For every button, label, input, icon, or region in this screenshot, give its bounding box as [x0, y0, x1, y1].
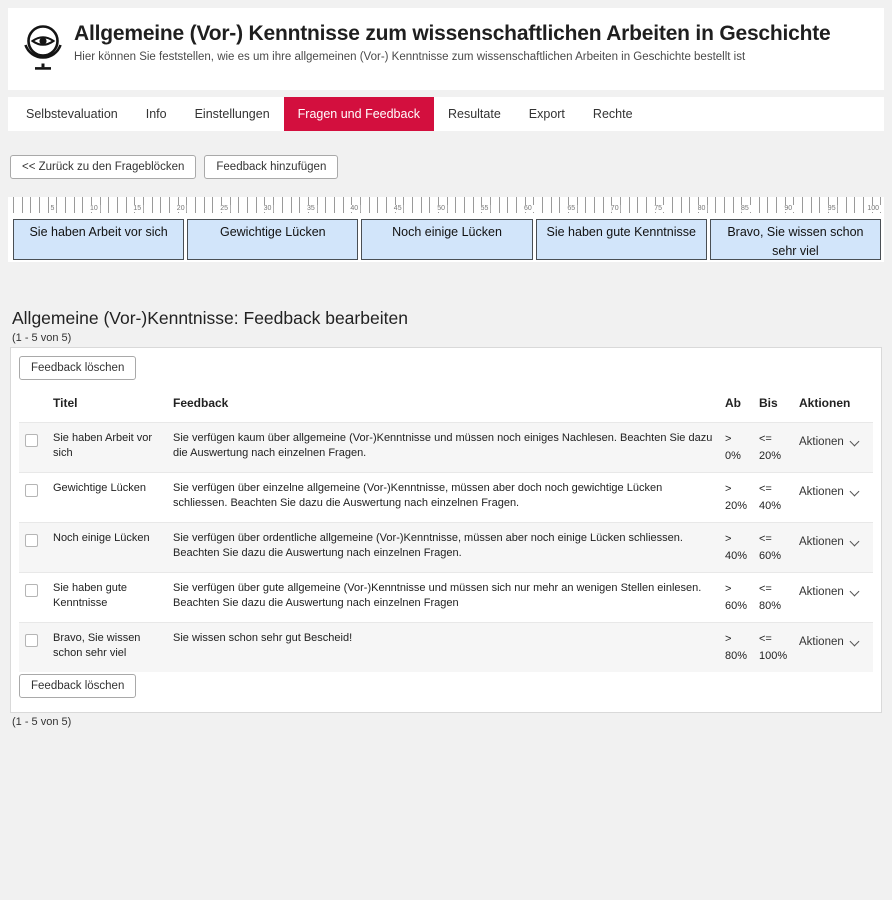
- tab-rechte[interactable]: Rechte: [592, 107, 633, 121]
- row-checkbox[interactable]: [25, 634, 38, 647]
- ruler-tick: [318, 197, 327, 213]
- ruler-label: 15: [133, 205, 142, 212]
- row-checkbox[interactable]: [25, 534, 38, 547]
- ruler-tick: [664, 197, 673, 213]
- tab-fragen-und-feedback[interactable]: Fragen und Feedback: [284, 97, 434, 131]
- ruler-label: 40: [350, 205, 359, 212]
- ruler-tick: [552, 197, 561, 213]
- feedback-table: [19, 386, 873, 672]
- chevron-down-icon: [849, 586, 859, 596]
- aktionen-cell: [795, 423, 873, 473]
- tab-resultate[interactable]: Resultate: [447, 107, 501, 121]
- ruler-tick: [725, 197, 734, 213]
- ab-cell: > 40%: [725, 533, 748, 562]
- feedback-row: [19, 623, 873, 673]
- tab-selbstevaluation[interactable]: Selbstevaluation: [26, 107, 118, 121]
- titel-cell: Sie haben gute Kenntnisse: [53, 582, 128, 609]
- feedback-table-card: [10, 347, 882, 713]
- titel-cell: Bravo, Sie wissen schon sehr viel: [53, 632, 141, 659]
- ruler-tick: [326, 197, 335, 213]
- ruler-tick: [760, 197, 769, 213]
- feedback-table-body: [19, 423, 873, 673]
- ruler-tick: [508, 197, 517, 213]
- aktionen-cell: [795, 573, 873, 623]
- feedback-zone-sie-haben-arbeit-vor-sich: Sie haben Arbeit vor sich: [13, 219, 184, 260]
- ruler-tick: [543, 197, 552, 213]
- ruler-label: 90: [784, 205, 793, 212]
- feedback-row: [19, 423, 873, 473]
- ab-cell: > 0%: [725, 433, 741, 462]
- ruler-tick: [803, 197, 812, 213]
- col-header-checkbox: [19, 386, 49, 423]
- ruler-tick: [751, 197, 760, 213]
- ruler-tick: [274, 197, 283, 213]
- aktionen-dropdown[interactable]: Aktionen: [799, 485, 858, 501]
- feedback-row: [19, 473, 873, 523]
- ruler-tick: [144, 197, 153, 213]
- ruler-tick: [75, 197, 84, 213]
- page-subtitle: Hier können Sie feststellen, wie es um ihre allgemeinen (Vor-) Kenntnisse zum wissenschaftlichen Arbeiten in Geschichte bestellt ist: [74, 51, 746, 64]
- ruler-tick: [500, 197, 509, 213]
- ruler-tick: [586, 197, 595, 213]
- ruler-tick: [491, 197, 500, 213]
- feedback-zone-sie-haben-gute-kenntnisse: Sie haben gute Kenntnisse: [536, 219, 707, 260]
- col-header-bis: Bis: [759, 396, 778, 410]
- ruler-tick: [465, 197, 474, 213]
- ab-cell: > 20%: [725, 483, 748, 512]
- page-header: [8, 8, 884, 90]
- ab-cell: > 80%: [725, 633, 748, 662]
- ruler-tick: [205, 197, 214, 213]
- ruler-tick: [13, 197, 23, 213]
- ruler-tick: [187, 197, 196, 213]
- row-checkbox[interactable]: [25, 584, 38, 597]
- ruler-tick: [716, 197, 725, 213]
- aktionen-dropdown[interactable]: Aktionen: [799, 435, 858, 451]
- ruler-tick: [283, 197, 292, 213]
- col-header-feedback: Feedback: [173, 396, 229, 410]
- ruler-tick: [682, 197, 691, 213]
- ruler-tick: [196, 197, 205, 213]
- ruler-tick: [335, 197, 344, 213]
- ruler-tick: [118, 197, 127, 213]
- ruler-label: 5: [50, 205, 55, 212]
- toolbar: [10, 155, 882, 179]
- ruler-tick: [794, 197, 803, 213]
- titel-cell: Noch einige Lücken: [53, 532, 150, 544]
- ruler-label: 35: [307, 205, 315, 212]
- ruler-tick: [630, 197, 639, 213]
- pagination-top: (1 - 5 von 5): [12, 332, 72, 344]
- col-header-aktionen: Aktionen: [799, 396, 851, 410]
- table-header-row: [19, 386, 873, 423]
- aktionen-cell: [795, 623, 873, 673]
- ruler-label: 85: [741, 205, 749, 212]
- ruler-tick: [578, 197, 587, 213]
- aktionen-dropdown[interactable]: Aktionen: [799, 635, 858, 651]
- ruler-tick: [153, 197, 162, 213]
- feedback-row: [19, 573, 873, 623]
- bis-cell: <= 100%: [759, 633, 788, 662]
- checkbox-cell: [19, 573, 49, 623]
- back-to-frageblocks-button[interactable]: << Zurück zu den Frageblöcken: [10, 155, 196, 179]
- ruler-tick: [40, 197, 49, 213]
- ruler-tick: [109, 197, 118, 213]
- titel-cell: Sie haben Arbeit vor sich: [53, 432, 153, 459]
- ruler-label: 10: [90, 205, 98, 212]
- aktionen-cell: [795, 523, 873, 573]
- ruler-tick: [292, 197, 301, 213]
- ruler-label: 75: [654, 205, 662, 212]
- ruler-tick: [708, 197, 717, 213]
- nav-tabs: [8, 97, 884, 131]
- chevron-down-icon: [849, 636, 859, 646]
- feedback-cell: Sie wissen schon sehr gut Bescheid!: [173, 632, 353, 644]
- col-header-ab: Ab: [725, 396, 741, 410]
- row-checkbox[interactable]: [25, 434, 38, 447]
- tab-export[interactable]: Export: [528, 107, 565, 121]
- ruler-label: 95: [827, 205, 836, 212]
- delete-feedback-button-bottom[interactable]: Feedback löschen: [19, 674, 136, 698]
- ruler-tick: [422, 197, 431, 213]
- add-feedback-button[interactable]: Feedback hinzufügen: [204, 155, 338, 179]
- ruler-tick: [855, 197, 864, 213]
- eye-mirror-icon: [20, 22, 66, 77]
- feedback-zone-noch-einige-l-cken: Noch einige Lücken: [361, 219, 532, 260]
- ruler-tick: [370, 197, 379, 213]
- ruler-tick: [456, 197, 465, 213]
- ruler-label: 20: [176, 205, 185, 212]
- checkbox-cell: [19, 523, 49, 573]
- ruler-tick: [621, 197, 630, 213]
- bis-cell: <= 60%: [759, 533, 782, 562]
- aktionen-cell: [795, 473, 873, 523]
- ruler-tick: [161, 197, 170, 213]
- ruler-tick: [638, 197, 647, 213]
- ruler-label: 80: [697, 205, 706, 212]
- chevron-down-icon: [849, 486, 859, 496]
- feedback-cell: Sie verfügen kaum über allgemeine (Vor-)Kenntnisse und müssen noch einiges Nachlesen. Beachten Sie dazu die Auswertung nach einzelnen Fragen.: [173, 432, 713, 459]
- ruler-tick: [838, 197, 847, 213]
- ruler-tick: [448, 197, 457, 213]
- ruler-tick: [812, 197, 821, 213]
- checkbox-cell: [19, 623, 49, 673]
- ruler-tick: [534, 197, 543, 213]
- ruler-tick: [361, 197, 370, 213]
- ruler-tick: [847, 197, 856, 213]
- ruler-tick: [404, 197, 413, 213]
- ruler-tick: [378, 197, 387, 213]
- aktionen-dropdown[interactable]: Aktionen: [799, 585, 858, 601]
- tab-info[interactable]: Info: [145, 107, 167, 121]
- ruler-tick: [231, 197, 240, 213]
- feedback-cell: Sie verfügen über gute allgemeine (Vor-)Kenntnisse und müssen sich nur mehr an wenigen Stellen einlesen. Beachten Sie dazu die Auswertung nach einzelnen Fragen: [173, 582, 702, 609]
- aktionen-dropdown[interactable]: Aktionen: [799, 535, 858, 551]
- ruler-label: 25: [220, 205, 228, 212]
- page-title: Allgemeine (Vor-) Kenntnisse zum wissenschaftlichen Arbeiten in Geschichte: [74, 22, 831, 45]
- ruler-label: 45: [393, 205, 402, 212]
- chevron-down-icon: [849, 536, 859, 546]
- feedback-cell: Sie verfügen über einzelne allgemeine (Vor-)Kenntnisse, müssen aber doch noch gewichtige Lücken schliessen. Beachten Sie dazu die Auswertung nach einzelnen Fragen.: [173, 482, 663, 509]
- feedback-zone-bravo-sie-wissen-schon-sehr-viel: Bravo, Sie wissen schon sehr viel: [710, 219, 881, 260]
- chevron-down-icon: [849, 436, 859, 446]
- feedback-cell: Sie verfügen über ordentliche allgemeine (Vor-)Kenntnisse, müssen aber noch einige Lücken schliessen. Beachten Sie dazu die Auswertung nach einzelnen Fragen.: [173, 532, 683, 559]
- ruler-tick: [248, 197, 257, 213]
- checkbox-cell: [19, 473, 49, 523]
- delete-feedback-button-top[interactable]: Feedback löschen: [19, 356, 136, 380]
- ruler-tick: [413, 197, 422, 213]
- ruler-label: 70: [610, 205, 619, 212]
- ruler-label: 30: [263, 205, 272, 212]
- pagination-bottom: (1 - 5 von 5): [12, 716, 72, 728]
- feedback-scale: [8, 197, 884, 262]
- bis-cell: <= 20%: [759, 433, 782, 462]
- section-title: Allgemeine (Vor-)Kenntnisse: Feedback bearbeiten: [12, 308, 408, 328]
- feedback-zone-gewichtige-l-cken: Gewichtige Lücken: [187, 219, 358, 260]
- ruler-label: 50: [437, 205, 445, 212]
- ruler-tick: [66, 197, 75, 213]
- ruler-tick: [673, 197, 682, 213]
- ruler-tick: [23, 197, 32, 213]
- tab-einstellungen[interactable]: Einstellungen: [194, 107, 270, 121]
- ruler-tick: [57, 197, 66, 213]
- col-header-titel: Titel: [53, 396, 78, 410]
- feedback-row: [19, 523, 873, 573]
- ruler-tick: [31, 197, 40, 213]
- ruler-tick: [768, 197, 777, 213]
- feedback-zones: [13, 219, 881, 260]
- row-checkbox[interactable]: [25, 484, 38, 497]
- ruler-label: 55: [480, 205, 489, 212]
- titel-cell: Gewichtige Lücken: [53, 482, 146, 494]
- ruler-tick: [595, 197, 604, 213]
- ruler: [13, 197, 881, 219]
- ruler-tick: [101, 197, 110, 213]
- ruler-label: 65: [567, 205, 576, 212]
- ruler-label: 60: [524, 205, 532, 212]
- ruler-label: 100: [867, 205, 879, 212]
- bis-cell: <= 40%: [759, 483, 782, 512]
- checkbox-cell: [19, 423, 49, 473]
- ab-cell: > 60%: [725, 583, 748, 612]
- bis-cell: <= 80%: [759, 583, 782, 612]
- ruler-tick: [239, 197, 248, 213]
